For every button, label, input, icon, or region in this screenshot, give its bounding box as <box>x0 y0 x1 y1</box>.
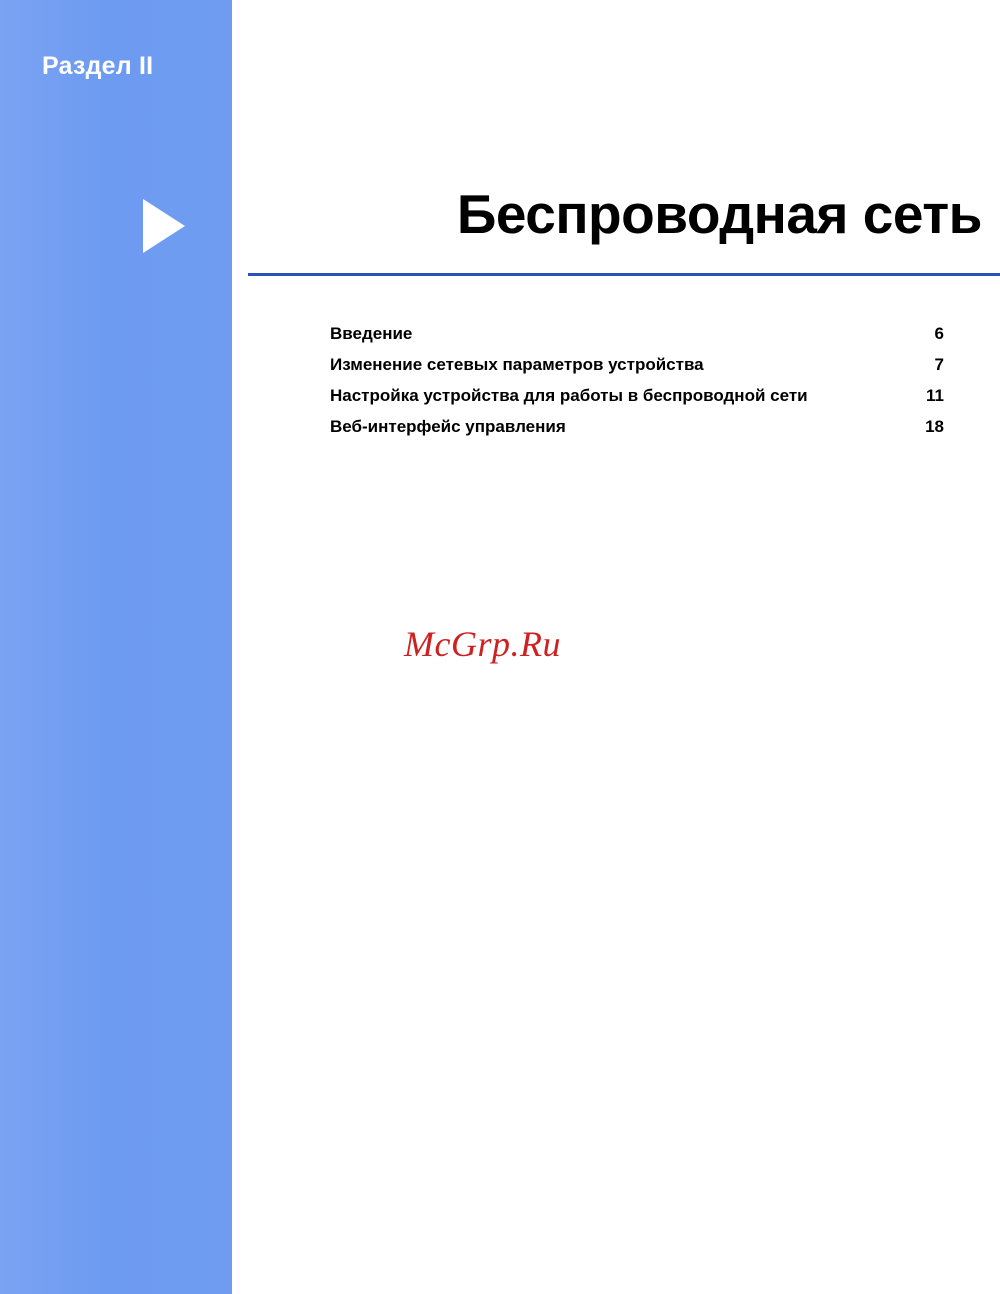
title-divider <box>248 273 1000 276</box>
section-color-band-gradient <box>0 0 232 1294</box>
toc-entry-title: Изменение сетевых параметров устройства <box>330 354 704 374</box>
page-title: Беспроводная сеть <box>456 183 982 245</box>
toc-entry-title: Веб-интерфейс управления <box>330 416 566 436</box>
toc-entry-page: 11 <box>926 385 944 405</box>
toc-entry[interactable] <box>330 380 944 411</box>
toc-entry[interactable] <box>330 411 944 442</box>
section-label: Раздел II <box>42 52 154 80</box>
toc-entry-page: 7 <box>934 354 944 374</box>
toc-entry-page: 18 <box>925 416 944 436</box>
toc-entry-title: Введение <box>330 323 413 343</box>
triangle-marker-icon <box>143 199 185 253</box>
toc-entry[interactable] <box>330 349 944 380</box>
toc-entry-page: 6 <box>934 323 944 343</box>
table-of-contents <box>330 318 944 442</box>
section-color-band <box>0 0 232 1294</box>
toc-entry-title: Настройка устройства для работы в беспроводной сети <box>330 385 808 405</box>
watermark: McGrp.Ru <box>404 624 561 664</box>
toc-entry[interactable] <box>330 318 944 349</box>
